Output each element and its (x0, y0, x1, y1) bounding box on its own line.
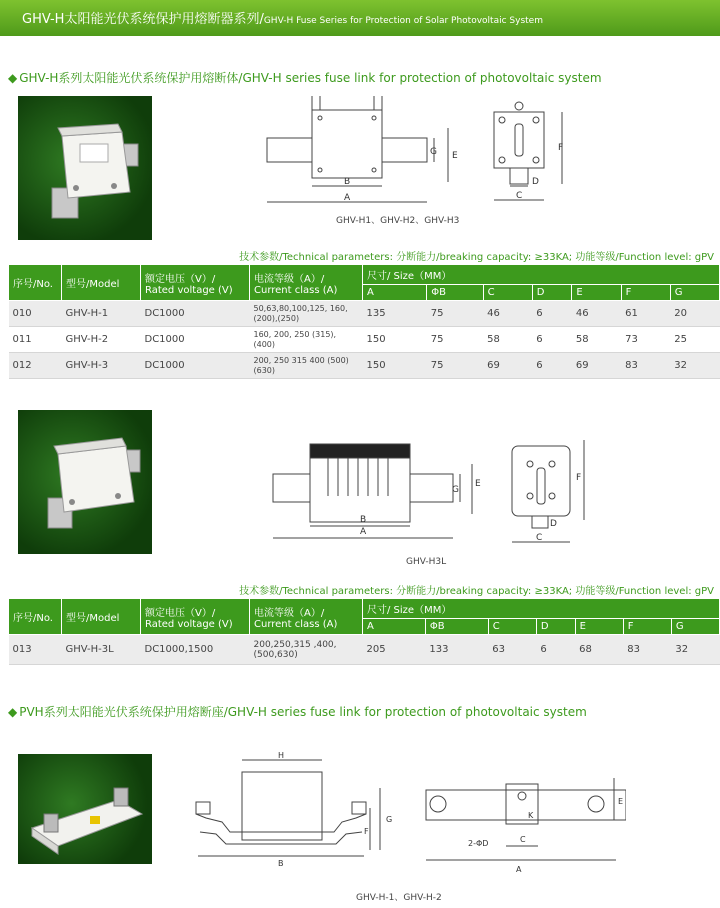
table-row: 010 GHV-H-1 DC1000 50,63,80,100,125, 160,(200),(250) 135 75 46 6 46 61 20 (9, 301, 720, 327)
col-d: D (532, 285, 572, 301)
table-header-row: 序号/No. 型号/Model 额定电压（V）/ Rated voltage (V) 电流等级（A）/ Current class (A) 尺寸/ Size（MM） (9, 599, 720, 619)
header-banner (0, 0, 720, 36)
col-no: 序号/No. (9, 265, 62, 301)
svg-text:2-ΦD: 2-ΦD (468, 839, 489, 848)
svg-text:C: C (516, 191, 523, 201)
table-header-row (9, 265, 720, 285)
fuse-base-photo (18, 754, 152, 864)
svg-text:C: C (520, 835, 526, 844)
col-voltage: 额定电压（V）/ Rated voltage (V) (141, 265, 250, 301)
fuse-base-drawing (186, 748, 626, 878)
svg-text:D: D (532, 177, 539, 187)
svg-text:F: F (364, 827, 369, 836)
section1-title (8, 69, 602, 86)
section1-title-text: GHV-H系列太阳能光伏系统保护用熔断体/GHV-H series fuse link for protection of photovoltaic system (19, 71, 602, 85)
drawing3-caption: GHV-H-1、GHV-H-2 (356, 893, 442, 903)
technical-params-1: 技术参数/Technical parameters: 分断能力/breaking capacity: ≥33KA; 功能等级/Function level: gPV (239, 252, 714, 263)
spec-table-2 (8, 598, 720, 665)
col-current: 电流等级（A）/ Current class (A) (250, 265, 363, 301)
svg-text:E: E (618, 797, 624, 806)
fuse-link-drawing (262, 90, 592, 230)
svg-text:A: A (516, 865, 522, 874)
fuse-link-photo (18, 96, 152, 240)
section3-title-text: PVH系列太阳能光伏系统保护用熔断座/GHV-H series fuse link for protection of photovoltaic system (19, 705, 587, 719)
col-g: G (670, 285, 719, 301)
svg-text:G: G (386, 815, 393, 824)
drawing1-caption: GHV-H1、GHV-H2、GHV-H3 (336, 216, 460, 226)
section3-title (8, 703, 587, 720)
svg-text:B: B (344, 177, 351, 187)
diamond-bullet-icon: ◆ (8, 705, 18, 719)
svg-text:G: G (452, 485, 459, 495)
svg-text:A: A (344, 193, 351, 203)
col-e: E (572, 285, 621, 301)
svg-text:B: B (278, 859, 284, 868)
fuse-link-3l-drawing (268, 434, 598, 564)
fuse-link-3l-photo (18, 410, 152, 554)
diamond-bullet-icon: ◆ (8, 71, 18, 85)
table-row: 011 GHV-H-2 DC1000 160, 200, 250 (315), (400) 150 75 58 6 58 73 25 (9, 327, 720, 353)
drawing2-caption: GHV-H3L (406, 557, 447, 567)
table-subheader-row: A ΦB C D E F G (9, 619, 720, 635)
svg-text:E: E (452, 151, 458, 161)
technical-params-2: 技术参数/Technical parameters: 分断能力/breaking capacity: ≥33KA; 功能等级/Function level: gPV (239, 586, 714, 597)
svg-text:F: F (558, 143, 564, 153)
header-title-en: GHV-H Fuse Series for Protection of Solar Photovoltaic System (263, 16, 543, 26)
col-a: A (363, 285, 427, 301)
svg-text:D: D (550, 519, 557, 529)
col-phib: ΦB (427, 285, 483, 301)
header-title (22, 8, 543, 27)
col-f: F (621, 285, 670, 301)
svg-text:K: K (528, 811, 534, 820)
col-size: 尺寸/ Size（MM） (363, 265, 720, 285)
spec-table-1 (8, 264, 720, 379)
col-c: C (483, 285, 532, 301)
svg-text:G: G (430, 147, 437, 157)
table-row: 013 GHV-H-3L DC1000,1500 200,250,315 ,400, (500,630) 205 133 63 6 68 83 32 (9, 635, 720, 665)
svg-text:A: A (360, 527, 367, 537)
svg-text:F: F (576, 473, 582, 483)
svg-text:C: C (536, 533, 543, 543)
header-title-cn: GHV-H太阳能光伏系统保护用熔断器系列/ (22, 12, 264, 27)
col-model: 型号/Model (62, 265, 141, 301)
svg-text:E: E (475, 479, 481, 489)
svg-text:B: B (360, 515, 367, 525)
svg-text:H: H (278, 751, 285, 760)
table-row: 012 GHV-H-3 DC1000 200, 250 315 400 (500) (630) 150 75 69 6 69 83 32 (9, 353, 720, 379)
